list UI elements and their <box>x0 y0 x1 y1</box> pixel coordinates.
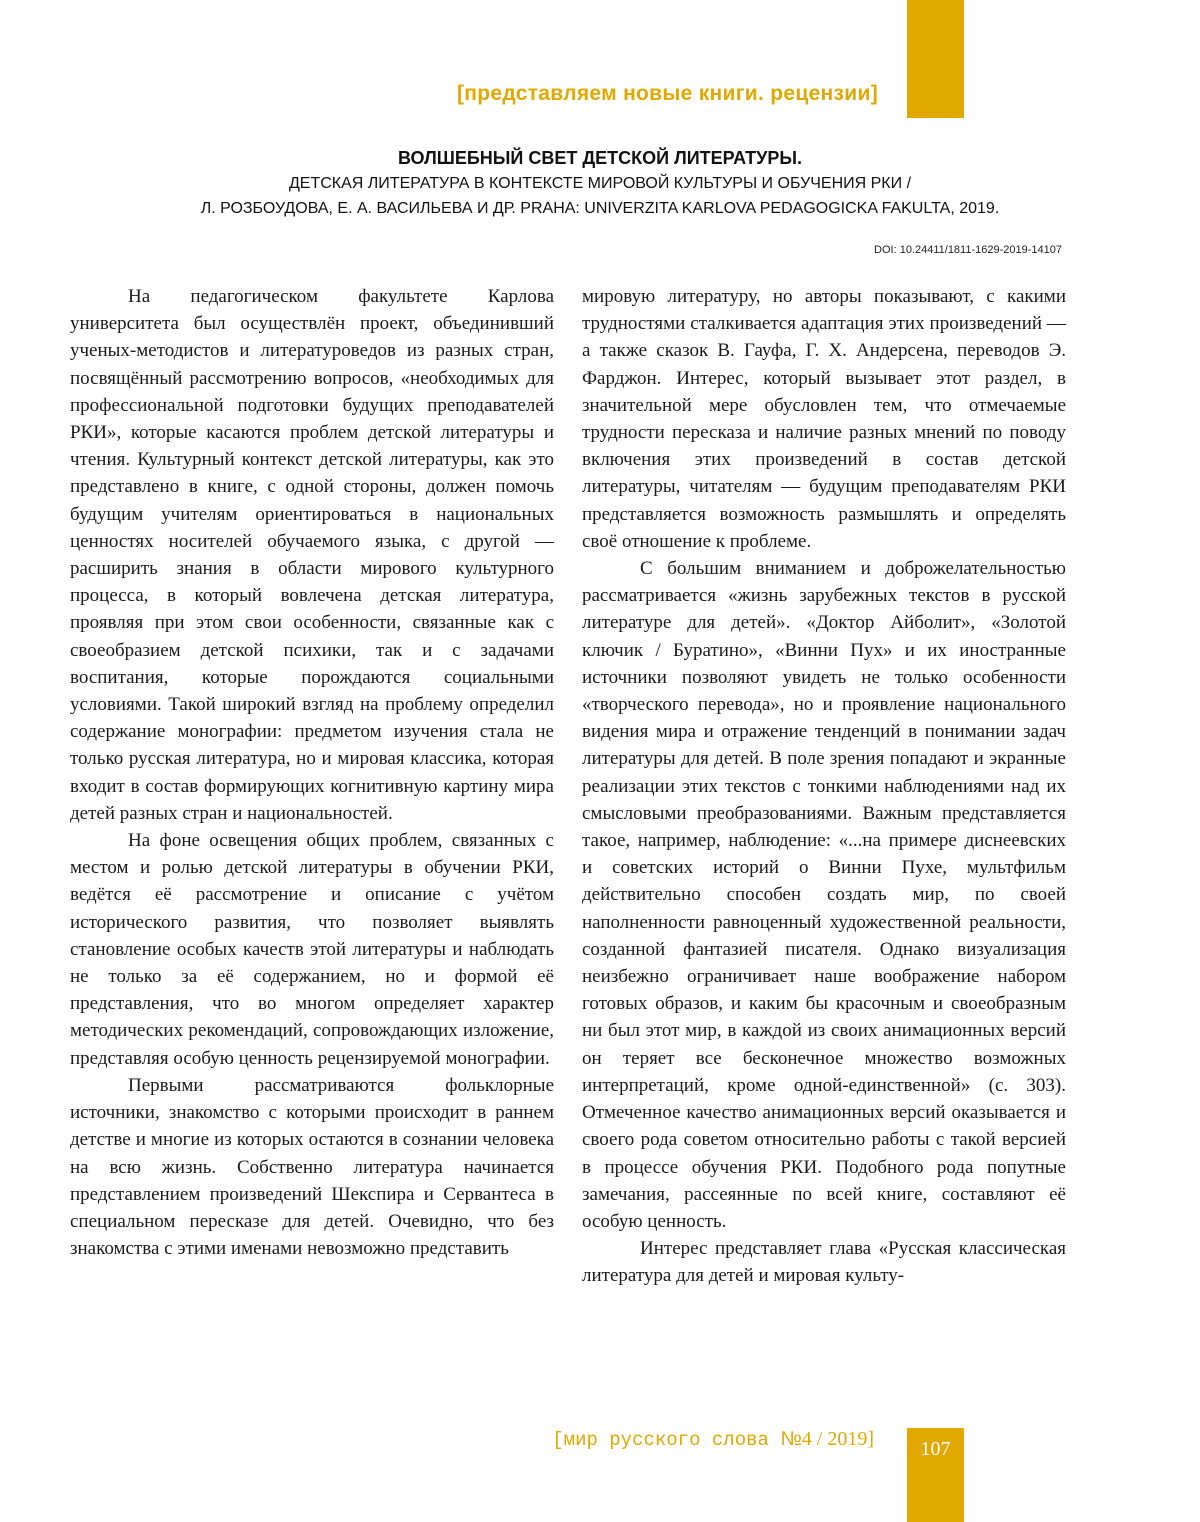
paragraph-continued: мировую литературу, но авторы показывают, с какими трудностями сталкивается адаптация этих произведений — а также сказок В. Гауфа, Г. Х. Андерсена, переводов Э. Фарджон. Интерес, который вызывает этот раздел, в значительной мере обусловлен тем, что отмечаемые трудности пересказа и наличие разных мнений по поводу включения этих произведений в состав детской литературы, читателям — будущим преподавателям РКИ представляется возможность размышлять и определять своё отношение к проблеме. <box>582 286 1066 552</box>
footer-journal-name <box>552 1428 874 1451</box>
section-header: [представляем новые книги. рецензии] <box>456 82 878 105</box>
paragraph: С большим вниманием и доброжелательностью рассматривается «жизнь зарубежных текстов в русской литературе для детей». «Доктор Айболит», «Золотой ключик / Буратино», «Винни Пух» и их иностранные источники позволяют увидеть не только особенности «творческого перевода», но и проявление национального видения мира и отражение тенденций в понимании задач литературы для детей. В поле зрения попадают и экранные реализации этих текстов с тонкими наблюдениями над их смысловыми преобразованиями. Важным представляется такое, например, наблюдение: «...на примере диснеевских и советских историй о Винни Пухе, мультфильм действительно способен создать мир, по своей наполненности равноценный художественной реальности, созданной фантазией писателя. Однако визуализация неизбежно ограничивает наше воображение набором готовых образов, и каким бы красочным и своеобразным ни был этот мир, в каждой из своих анимационных версий он теряет все бесконечное множество возможных интерпретаций, кроме одной-единственной» (с. 303). Отмеченное качество анимационных версий оказывается и своего рода советом относительно работы с такой версией в процессе обучения РКИ. Подобного рода попутные замечания, рассеянные по всей книге, составляют её особую ценность. <box>582 558 1066 1232</box>
text-column-right <box>582 283 1066 1290</box>
number-sign: № <box>780 1428 802 1450</box>
title-block <box>70 146 1130 221</box>
text-column-left <box>70 283 554 1262</box>
article-subtitle-line-2: Л. РОЗБОУДОВА, Е. А. ВАСИЛЬЕВА И ДР. PRAHA: UNIVERZITA KARLOVA PEDAGOGICKA FAKULTA, 2019. <box>200 200 1000 217</box>
article-title: ВОЛШЕБНЫЙ СВЕТ ДЕТСКОЙ ЛИТЕРАТУРЫ. <box>398 148 802 168</box>
issue-number: 4 / 2019] <box>801 1428 874 1450</box>
journal-title: [мир русского слова <box>552 1429 769 1451</box>
paragraph: На педагогическом факультете Карлова университета был осуществлён проект, объединивший ученых-методистов и литературоведов из разных стран, посвящённый рассмотрению вопросов, «необходимых для профессиональной подготовки будущих преподавателей РКИ», которые касаются проблем детской литературы и чтения. Культурный контекст детской литературы, как это представлено в книге, с одной стороны, должен помочь будущим учителям ориентироваться в национальных ценностях носителей обучаемого языка, с другой — расширить знания в области мирового культурного процесса, в который вовлечена детская литература, проявляя при этом свои особенности, связанные как с своеобразием детской психики, так и с задачами воспитания, которые порождаются социальными условиями. Такой широкий взгляд на проблему определил содержание монографии: предметом изучения стала не только русская литература, но и мировая классика, которая входит в состав формирующих когнитивную картину мира детей разных стран и национальностей. <box>70 286 554 824</box>
accent-bar-top <box>907 0 964 118</box>
paragraph: Интерес представляет глава «Русская классическая литература для детей и мировая культу- <box>582 1238 1066 1287</box>
doi-line: DOI: 10.24411/1811-1629-2019-14107 <box>874 244 1062 256</box>
paragraph: Первыми рассматриваются фольклорные источники, знакомство с которыми происходит в раннем детстве и многие из которых остаются в сознании человека на всю жизнь. Собственно литература начинается представлением произведений Шекспира и Сервантеса в специальном пересказе для детей. Очевидно, что без знакомства с этими именами невозможно представить <box>70 1074 554 1260</box>
article-subtitle-line-1: ДЕТСКАЯ ЛИТЕРАТУРА В КОНТЕКСТЕ МИРОВОЙ КУЛЬТУРЫ И ОБУЧЕНИЯ РКИ / <box>288 175 912 192</box>
paragraph: На фоне освещения общих проблем, связанных с местом и ролью детской литературы в обучении РКИ, ведётся её рассмотрение и описание с учётом исторического развития, что позволяет выявлять становление особых качеств этой литературы и наблюдать не только за её содержанием, но и формой её представления, что во многом определяет характер методических рекомендаций, сопровождающих изложение, представляя особую ценность рецензируемой монографии. <box>70 830 554 1069</box>
page-number: 107 <box>920 1438 951 1460</box>
